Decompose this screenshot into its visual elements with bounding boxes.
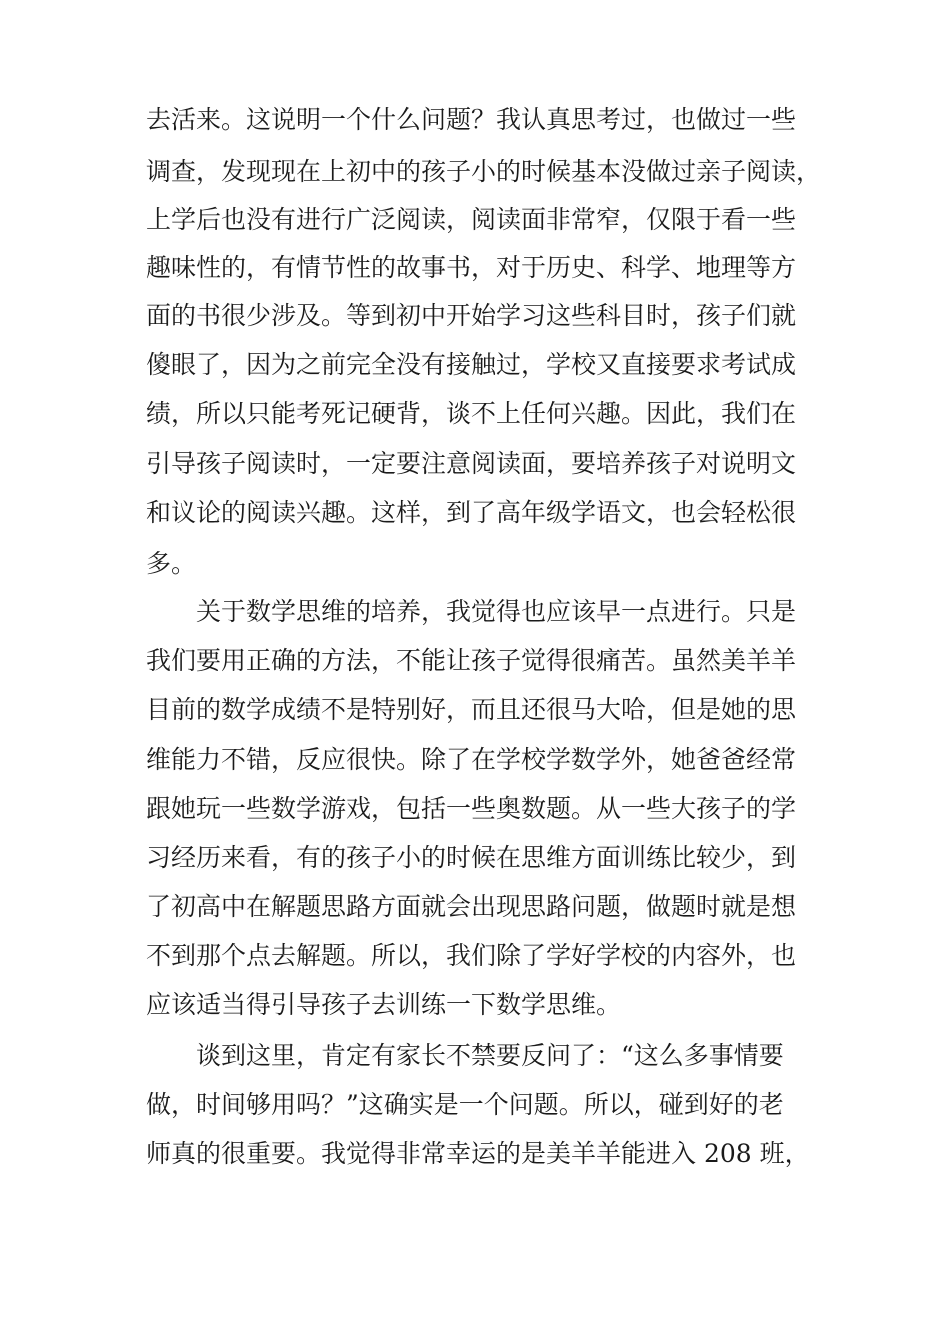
text-line: 面的书很少涉及。等到初中开始学习这些科目时，孩子们就 bbox=[146, 301, 797, 330]
text-line: 去活来。这说明一个什么问题？我认真思考过，也做过一些 bbox=[146, 105, 797, 134]
paragraph-first-line: 关于数学思维的培养，我觉得也应该早一点进行。只是 bbox=[196, 597, 797, 626]
text-line: 傻眼了，因为之前完全没有接触过，学校又直接要求考试成 bbox=[146, 350, 797, 379]
text-line: 目前的数学成绩不是特别好，而且还很马大哈，但是她的思 bbox=[146, 695, 797, 724]
text-line: 维能力不错，反应很快。除了在学校学数学外，她爸爸经常 bbox=[146, 745, 797, 774]
text-line: 应该适当得引导孩子去训练一下数学思维。 bbox=[146, 990, 622, 1019]
text-line: 调查，发现现在上初中的孩子小的时候基本没做过亲子阅读， bbox=[146, 157, 822, 186]
text-line: 和议论的阅读兴趣。这样，到了高年级学语文，也会轻松很 bbox=[146, 498, 797, 527]
text-line: 跟她玩一些数学游戏，包括一些奥数题。从一些大孩子的学 bbox=[146, 794, 797, 823]
text-line: 上学后也没有进行广泛阅读，阅读面非常窄，仅限于看一些 bbox=[146, 205, 797, 234]
text-line: 引导孩子阅读时，一定要注意阅读面，要培养孩子对说明文 bbox=[146, 449, 797, 478]
text-line: 了初高中在解题思路方面就会出现思路问题，做题时就是想 bbox=[146, 892, 797, 921]
paragraph-first-line: 谈到这里，肯定有家长不禁要反问了：“这么多事情要 bbox=[196, 1041, 784, 1070]
text-line: 师真的很重要。我觉得非常幸运的是美羊羊能进入 208 班， bbox=[146, 1139, 810, 1168]
text-line: 趣味性的，有情节性的故事书，对于历史、科学、地理等方 bbox=[146, 253, 797, 282]
text-line: 多。 bbox=[146, 549, 197, 578]
text-line: 我们要用正确的方法，不能让孩子觉得很痛苦。虽然美羊羊 bbox=[146, 646, 797, 675]
text-line: 不到那个点去解题。所以，我们除了学好学校的内容外，也 bbox=[146, 941, 797, 970]
text-line: 习经历来看，有的孩子小的时候在思维方面训练比较少，到 bbox=[146, 843, 797, 872]
text-line: 绩，所以只能考死记硬背，谈不上任何兴趣。因此，我们在 bbox=[146, 399, 797, 428]
text-line: 做，时间够用吗？”这确实是一个问题。所以，碰到好的老 bbox=[146, 1090, 784, 1119]
